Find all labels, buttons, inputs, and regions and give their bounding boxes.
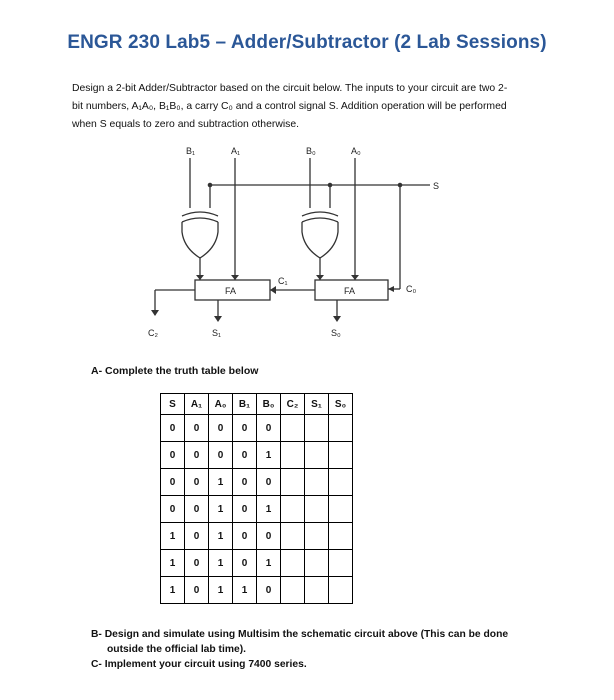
table-cell: 0 [209, 442, 233, 469]
table-cell-empty [281, 496, 305, 523]
truth-table-header [161, 394, 353, 415]
table-cell: 1 [257, 442, 281, 469]
table-cell-empty [329, 523, 353, 550]
table-cell-empty [281, 469, 305, 496]
table-cell: 0 [257, 469, 281, 496]
label-s0: S₀ [331, 328, 341, 338]
label-c1: C₁ [278, 276, 288, 286]
table-cell: 0 [233, 550, 257, 577]
table-cell: 0 [185, 442, 209, 469]
instruction-b-line-1: B- Design and simulate using Multisim the schematic circuit above (This can be done [91, 629, 509, 640]
label-c2: C₂ [148, 328, 158, 338]
table-cell-empty [329, 415, 353, 442]
table-cell: 0 [257, 577, 281, 604]
instructions-list [91, 628, 561, 673]
label-fa-left: FA [225, 286, 237, 296]
table-cell-empty [329, 577, 353, 604]
table-cell-empty [305, 550, 329, 577]
table-cell-empty [305, 442, 329, 469]
table-cell-empty [329, 550, 353, 577]
adder-subtractor-circuit-diagram [130, 140, 470, 350]
table-cell: 0 [257, 523, 281, 550]
table-cell: 1 [209, 577, 233, 604]
table-row [161, 442, 353, 469]
label-a1: A₁ [231, 146, 241, 156]
label-fa-right: FA [344, 286, 356, 296]
table-row [161, 577, 353, 604]
intro-line-1: Design a 2-bit Adder/Subtractor based on the circuit below. The inputs to your circuit are two 2- [72, 83, 508, 94]
header-c2: C₂ [281, 394, 305, 415]
table-cell: 0 [185, 496, 209, 523]
table-cell: 1 [257, 550, 281, 577]
intro-paragraph [72, 80, 552, 134]
table-cell: 0 [233, 523, 257, 550]
table-cell-empty [281, 523, 305, 550]
table-cell-empty [305, 415, 329, 442]
header-s1: S₁ [305, 394, 329, 415]
header-a1: A₁ [185, 394, 209, 415]
table-cell: 0 [233, 442, 257, 469]
table-cell-empty [305, 577, 329, 604]
table-cell-empty [329, 469, 353, 496]
table-cell: 0 [185, 523, 209, 550]
table-cell: 0 [209, 415, 233, 442]
truth-table [160, 393, 353, 604]
label-s: S [433, 181, 440, 191]
header-s0: S₀ [329, 394, 353, 415]
table-cell-empty [281, 442, 305, 469]
instruction-b-line-2: outside the official lab time). [107, 644, 247, 655]
table-cell: 0 [185, 415, 209, 442]
table-cell: 1 [161, 550, 185, 577]
table-cell: 1 [257, 496, 281, 523]
label-a0: A₀ [351, 146, 361, 156]
table-cell: 1 [161, 577, 185, 604]
table-cell: 1 [233, 577, 257, 604]
header-s: S [161, 394, 185, 415]
table-cell-empty [281, 550, 305, 577]
instruction-c: C- Implement your circuit using 7400 series. [91, 659, 307, 670]
table-cell: 1 [209, 496, 233, 523]
table-row [161, 415, 353, 442]
header-b1: B₁ [233, 394, 257, 415]
table-cell-empty [281, 577, 305, 604]
table-cell-empty [329, 442, 353, 469]
table-cell-empty [305, 496, 329, 523]
table-cell: 0 [161, 442, 185, 469]
table-cell: 1 [209, 523, 233, 550]
table-cell: 0 [185, 550, 209, 577]
table-cell: 0 [233, 415, 257, 442]
table-row [161, 496, 353, 523]
intro-line-2: bit numbers, A₁A₀, B₁B₀, a carry C₀ and a control signal S. Addition operation will be performed [72, 101, 507, 112]
table-cell: 0 [185, 577, 209, 604]
page-title: ENGR 230 Lab5 – Adder/Subtractor (2 Lab Sessions) [67, 32, 547, 53]
table-cell: 1 [209, 550, 233, 577]
table-row [161, 523, 353, 550]
label-b1: B₁ [186, 146, 196, 156]
table-row [161, 550, 353, 577]
table-cell: 0 [161, 469, 185, 496]
table-cell: 0 [161, 415, 185, 442]
table-cell-empty [329, 496, 353, 523]
table-cell: 0 [161, 496, 185, 523]
table-cell: 0 [185, 469, 209, 496]
table-cell: 0 [233, 469, 257, 496]
table-cell: 0 [257, 415, 281, 442]
table-cell-empty [305, 469, 329, 496]
header-b0: B₀ [257, 394, 281, 415]
intro-line-3: when S equals to zero and subtraction otherwise. [72, 119, 299, 130]
section-a-heading: A- Complete the truth table below [91, 365, 259, 377]
table-cell-empty [281, 415, 305, 442]
header-a0: A₀ [209, 394, 233, 415]
label-c0: C₀ [406, 284, 417, 294]
table-cell-empty [305, 523, 329, 550]
label-s1: S₁ [212, 328, 222, 338]
table-cell: 0 [233, 496, 257, 523]
table-cell: 1 [209, 469, 233, 496]
table-row [161, 469, 353, 496]
table-cell: 1 [161, 523, 185, 550]
label-b0: B₀ [306, 146, 316, 156]
